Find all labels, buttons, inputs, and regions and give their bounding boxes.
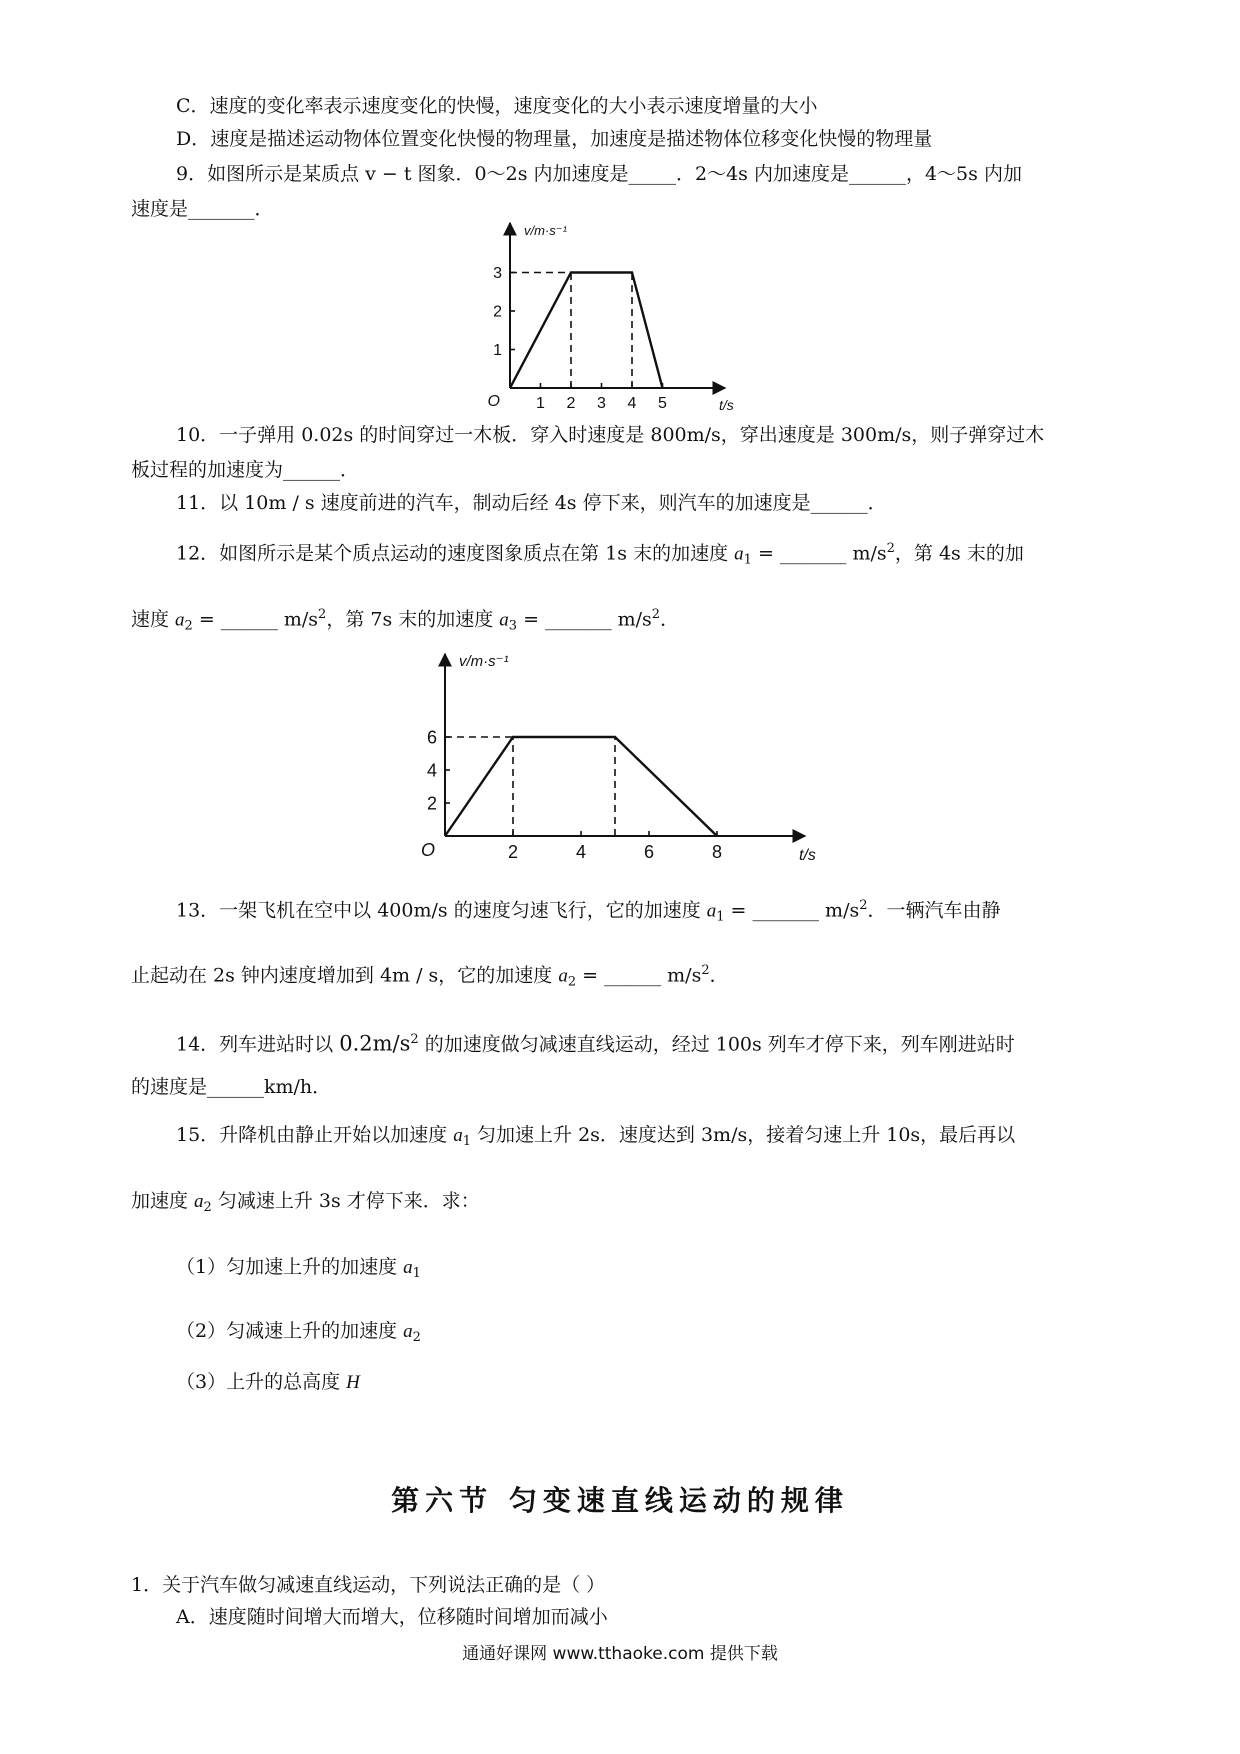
chart-1-x-tick-label: 3 [597,395,606,412]
chart-2-x-axis-label: t/s [799,847,816,864]
chart-1-x-tick-label: 2 [566,395,576,412]
chart-2-y-tick-label: 6 [426,727,437,748]
question-14-line2: 的速度是______km/h． [131,1076,332,1098]
chart-2-x-tick-label: 6 [643,842,655,862]
question-11: 11．以 10m / s 速度前进的汽车，制动后经 4s 停下来，则汽车的加速度是______． [176,492,887,514]
chart-2-y-axis-label: v/m·s⁻¹ [459,653,509,670]
section-question-1: 1．关于汽车做匀减速直线运动，下列说法正确的是（ ） [131,1574,606,1596]
chart-1-origin-label: O [487,393,500,410]
question-15-line1: 15．升降机由静止开始以加速度 $a_1$ 匀加速上升 2s．速度达到 3m/s，接着匀速上升 10s，最后再以 [176,1124,1016,1149]
chart-2-vt-graph [415,645,835,875]
question-12-line1: 12．如图所示是某个质点运动的速度图象质点在第 1s 末的加速度 $a_1$ = _______ $m/s^2$，第 4s 末的加 [176,541,1024,568]
question-13-line1: 13．一架飞机在空中以 400m/s 的速度匀速飞行，它的加速度 $a_1$ = _______ $m/s^2$．一辆汽车由静 [176,898,1001,925]
chart-2-x-tick-label: 2 [507,842,519,862]
chart-1-y-tick-label: 2 [493,303,502,321]
question-10-line2: 板过程的加速度为______． [131,459,360,481]
question-15-part3: （3）上升的总高度 H [176,1371,360,1393]
section-title: 第六节 匀变速直线运动的规律 [391,1484,849,1517]
chart-2-series-line [445,737,717,836]
chart-1-x-tick-label: 5 [658,395,667,412]
chart-1-y-tick-label: 3 [493,265,502,283]
question-9-line2: 速度是_______． [131,198,274,220]
question-10-line1: 10．一子弹用 0.02s 的时间穿过一木板．穿入时速度是 800m/s，穿出速度是 300m/s，则子弹穿过木 [176,424,1045,446]
option-c: C．速度的变化率表示速度变化的快慢，速度变化的大小表示速度增量的大小 [176,95,818,117]
chart-1-x-axis-label: t/s [719,397,734,413]
chart-1-x-tick-label: 4 [627,395,637,412]
chart-2-y-tick-label: 4 [426,760,437,781]
chart-1-vt-graph [470,218,770,413]
question-9-line1: 9．如图所示是某质点 v − t 图象．0～2s 内加速度是_____．2～4s 内加速度是______，4～5s 内加 [176,163,1022,185]
question-14-line1: 14．列车进站时以 $0.2m/s^2$ 的加速度做匀减速直线运动，经过 100s 列车才停下来，列车刚进站时 [176,1031,1015,1056]
option-d: D．速度是描述运动物体位置变化快慢的物理量，加速度是描述物体位移变化快慢的物理量 [176,128,933,150]
chart-2-x-tick-label: 4 [575,842,587,862]
question-13-line2: 止起动在 2s 钟内速度增加到 4m / s，它的加速度 $a_2$ = ______ $m/s^2$． [131,963,729,990]
chart-1-y-axis-label: v/m·s⁻¹ [524,223,567,238]
chart-1-x-tick-label: 1 [536,395,545,412]
chart-2-x-tick-label: 8 [711,842,723,862]
question-12-line2: 速度 $a_2$ = ______ $m/s^2$，第 7s 末的加速度 $a_3$ = _______ $m/s^2$． [131,607,680,634]
question-15-part2: （2）匀减速上升的加速度 $a_2$ [176,1320,421,1345]
question-15-line2: 加速度 $a_2$ 匀减速上升 3s 才停下来．求： [131,1190,480,1215]
chart-2-y-tick-label: 2 [426,793,437,814]
page-footer: 通通好课网 www.tthaoke.com 提供下载 [462,1644,778,1664]
chart-1-series-line [510,273,663,389]
chart-1-y-tick-label: 1 [493,342,502,360]
section-question-1-option-a: A．速度随时间增大而增大，位移随时间增加而减小 [176,1606,608,1628]
question-15-part1: （1）匀加速上升的加速度 $a_1$ [176,1256,421,1281]
chart-2-origin-label: O [420,840,435,860]
